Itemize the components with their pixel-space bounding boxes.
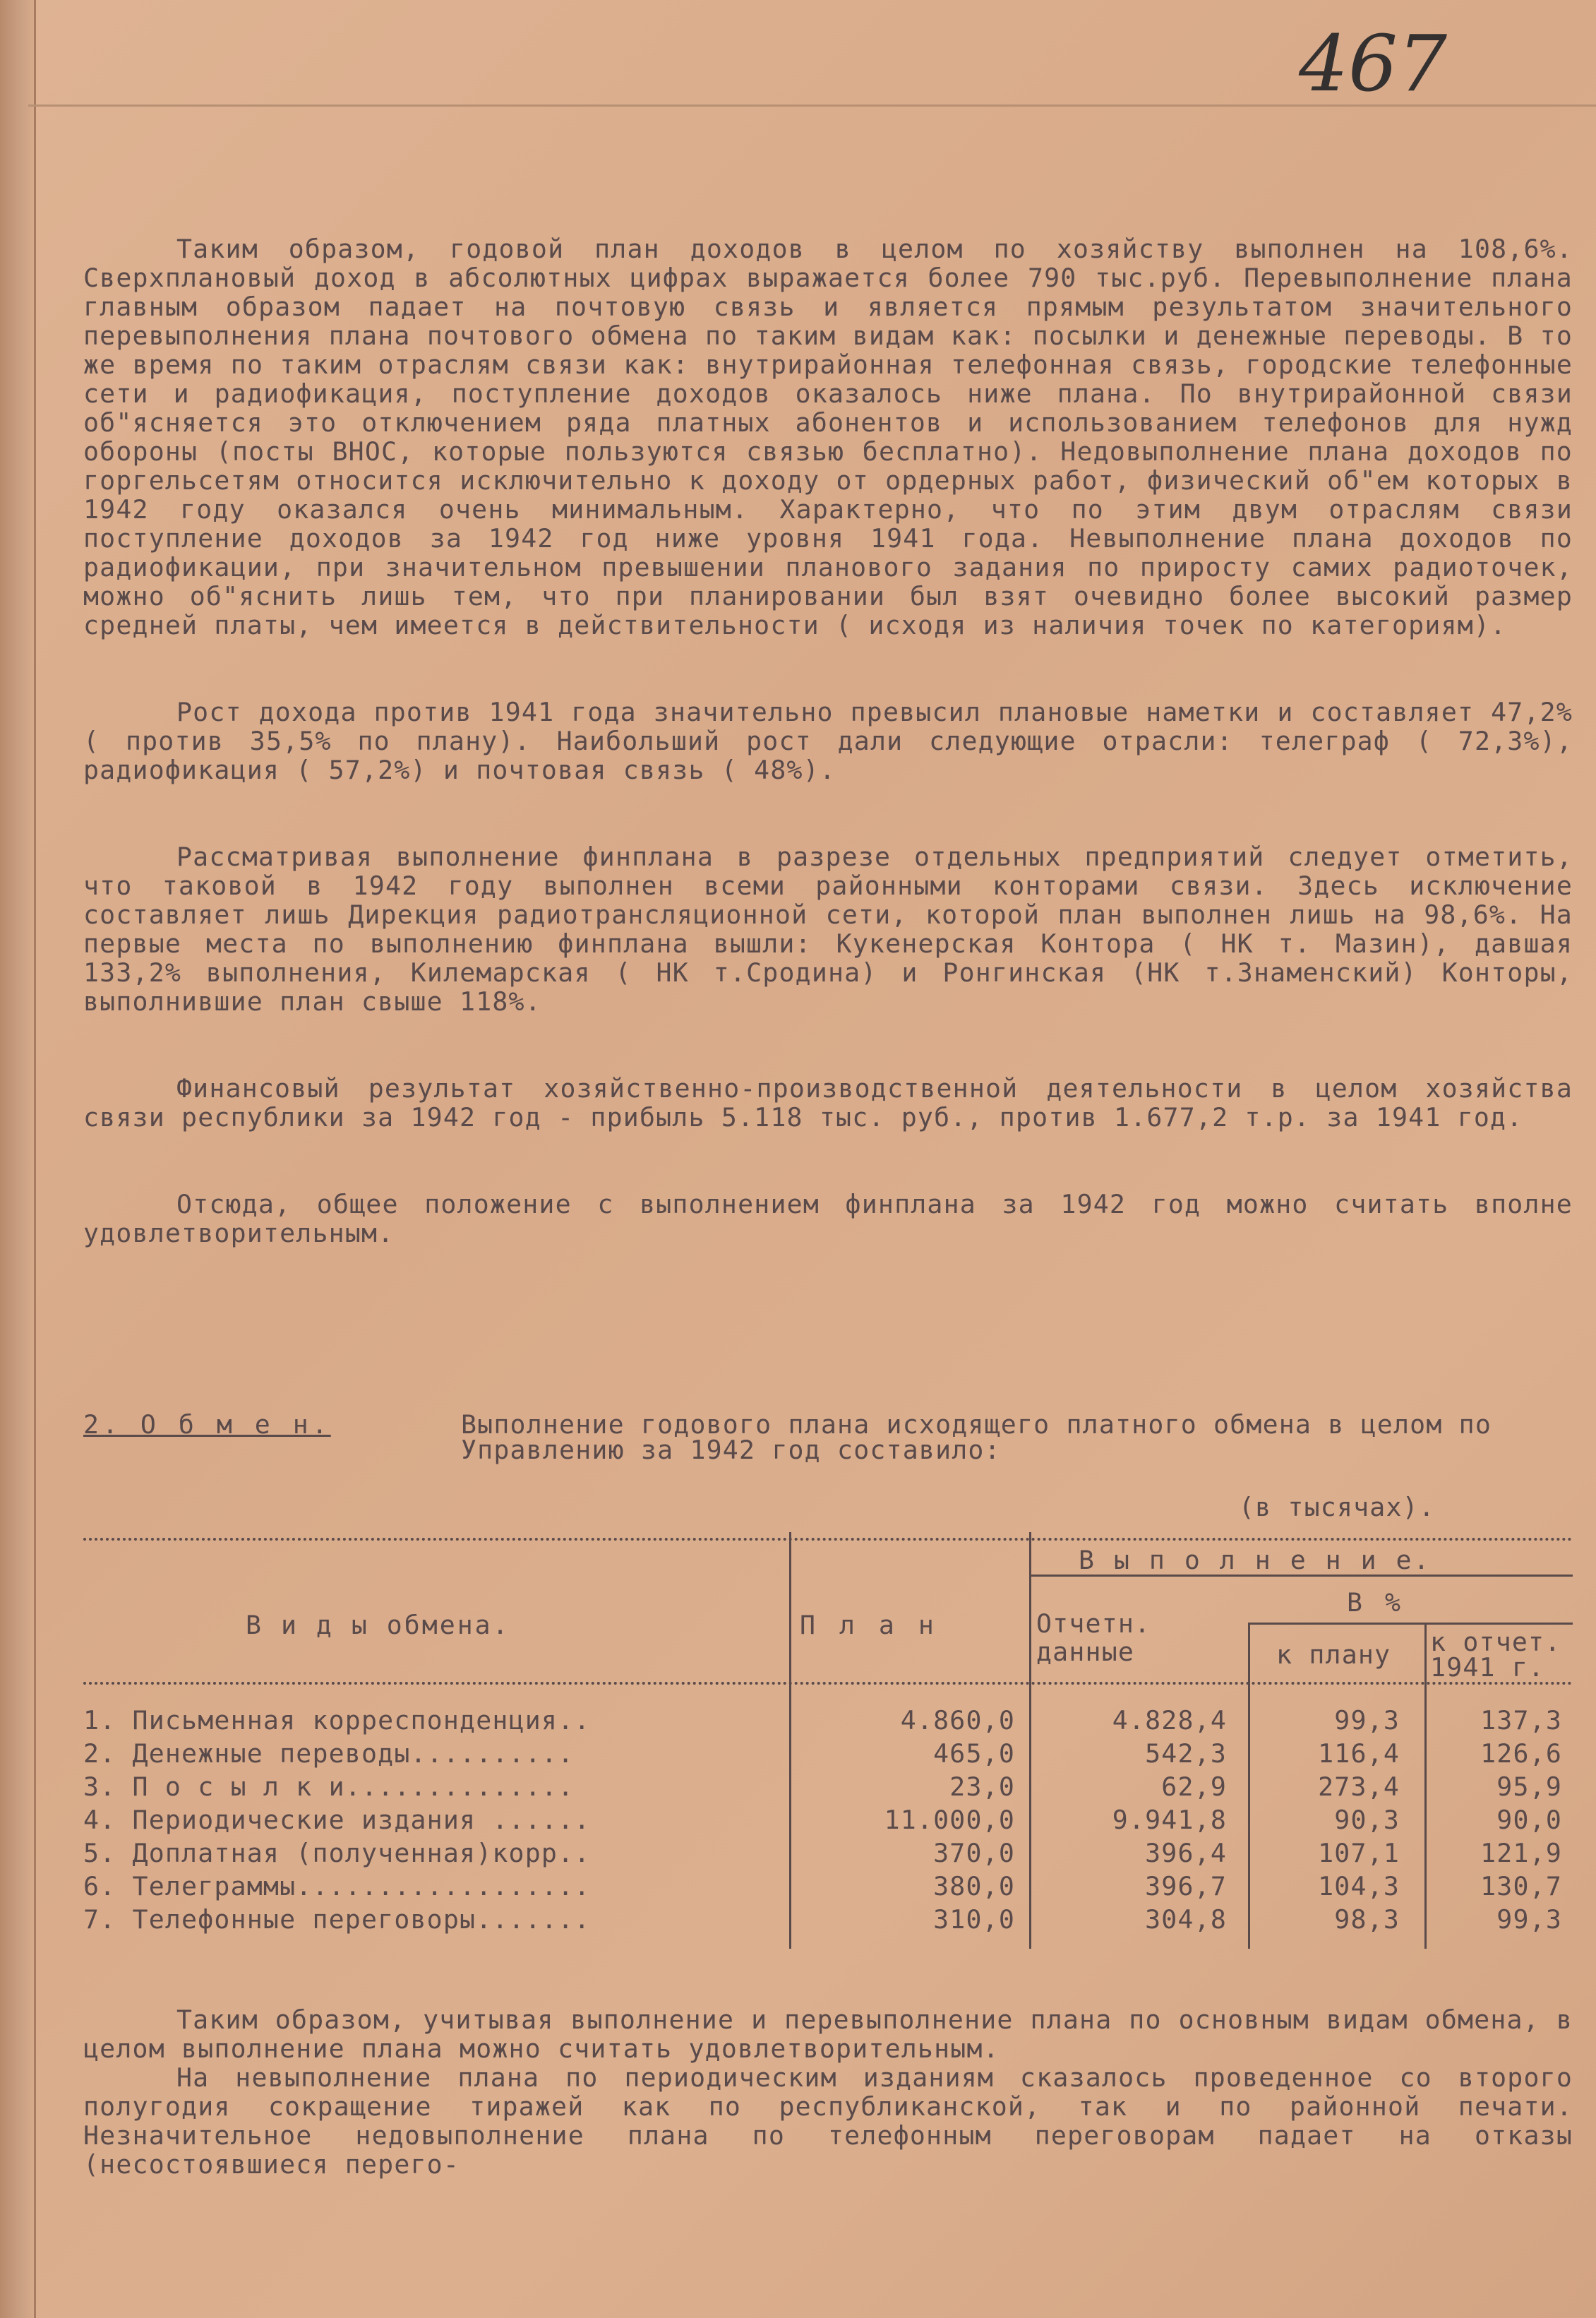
row-plan: 465,0 <box>933 1738 1015 1769</box>
row-to-plan: 99,3 <box>1334 1705 1400 1735</box>
header-to-plan: к плану <box>1276 1639 1391 1670</box>
row-name: 7. Телефонные переговоры....... <box>83 1904 591 1935</box>
paragraph-4: Финансовый результат хозяйственно-производственной деятельности в целом хозяйства связи республики за 1942 год - прибыль 5.118 тыс. руб., против 1.677,2 т.р. за 1941 год. <box>83 1073 1590 1133</box>
row-reported: 542,3 <box>1145 1738 1227 1769</box>
row-reported: 396,4 <box>1145 1838 1227 1868</box>
row-to-plan: 107,1 <box>1318 1838 1400 1868</box>
row-name: 6. Телеграммы.................. <box>83 1871 591 1901</box>
row-to-report: 121,9 <box>1480 1838 1562 1868</box>
row-to-report: 99,3 <box>1496 1904 1562 1935</box>
row-name: 5. Доплатная (полученная)корр.. <box>83 1838 591 1868</box>
paragraph-3: Рассматривая выполнение финплана в разрезе отдельных предприятий следует отметить, что таковой в 1942 году выполнен всеми районными конторами связи. Здесь исключение составляет лишь Дирекция радиотрансляционной сети, которой план выполнен лишь на 98,6%. На первые места по выполнению финплана вышли: Кукенерская Контора ( НК т. Мазин), давшая 133,2% выполнения, Килемарская ( НК т.Сродина) и Ронгинская (НК т.Знаменский) Конторы, выполнившие план свыше 118%. <box>83 842 1590 1017</box>
row-name: 1. Письменная корреспонденция.. <box>83 1705 591 1735</box>
table-header-rule <box>83 1682 1573 1685</box>
folio-number: 467 <box>1299 18 1447 109</box>
row-to-plan: 116,4 <box>1318 1738 1400 1769</box>
row-name: 4. Периодические издания ...... <box>83 1805 591 1835</box>
header-plan: П л а н <box>800 1610 938 1640</box>
row-to-plan: 98,3 <box>1334 1904 1400 1935</box>
row-plan: 11.000,0 <box>884 1805 1015 1835</box>
section-title: 2. О б м е н. <box>83 1409 331 1440</box>
header-execution: В ы п о л н е н и е. <box>1079 1545 1432 1575</box>
row-to-plan: 104,3 <box>1318 1871 1400 1901</box>
row-plan: 370,0 <box>933 1838 1015 1868</box>
row-to-report: 95,9 <box>1496 1772 1562 1802</box>
table-top-rule <box>83 1538 1573 1541</box>
header-reported: Отчетн. данные <box>1036 1608 1151 1667</box>
row-to-report: 90,0 <box>1496 1805 1562 1835</box>
section-intro: Выполнение годового плана исходящего платного обмена в целом по Управлению за 1942 год составило: <box>461 1409 1492 1465</box>
main-text <box>83 177 1590 1306</box>
row-plan: 4.860,0 <box>900 1705 1015 1735</box>
unit-note: (в тысячах). <box>1238 1492 1435 1522</box>
paragraph-2: Рост дохода против 1941 года значительно превысил плановые наметки и составляет 47,2% ( против 35,5% по плану). Наибольший рост дали следующие отрасли: телеграф ( 72,3%), радиофикация ( 57,2%) и почтовая связь ( 48%). <box>83 697 1590 785</box>
row-to-report: 126,6 <box>1480 1738 1562 1769</box>
row-reported: 396,7 <box>1145 1871 1227 1901</box>
section-exchange <box>83 1409 1573 1465</box>
row-plan: 380,0 <box>933 1871 1015 1901</box>
header-kind: В и д ы обмена. <box>246 1610 510 1640</box>
row-reported: 62,9 <box>1161 1772 1227 1802</box>
header-to-report: к отчет. 1941 г. <box>1430 1627 1561 1683</box>
row-to-plan: 90,3 <box>1334 1805 1400 1835</box>
row-plan: 310,0 <box>933 1904 1015 1935</box>
after-table-text <box>83 2005 1573 2179</box>
row-reported: 4.828,4 <box>1112 1705 1227 1735</box>
row-reported: 304,8 <box>1145 1904 1227 1935</box>
percent-rule <box>1248 1623 1573 1625</box>
paragraph-1: Таким образом, годовой план доходов в целом по хозяйству выполнен на 108,6%. Сверхплановый доход в абсолютных цифрах выражается более 790 тыс.руб. Перевыполнение плана главным образом падает на почтовую связь и является прямым результатом значительного перевыполнения плана почтового обмена по таким видам как: посылки и денежные переводы. В то же время по таким отраслям связи как: внутрирайонная телефонная связь, городские телефонные сети и радиофикация, поступление доходов оказалось ниже плана. По внутрирайонной связи об"ясняется это отключением ряда платных абонентов и использованием телефонов для нужд обороны (посты ВНОС, которые пользуются связью бесплатно). Недовыполнение плана доходов по горгельсетям относится исключительно к доходу от ордерных работ, физический об"ем которых в 1942 году оказался очень минимальным. Характерно, что по этим двум отраслям связи поступление доходов за 1942 год ниже уровня 1941 года. Невыполнение плана доходов по радиофикации, при значительном превышении планового задания по приросту самих радиоточек, можно об"яснить лишь тем, что при планировании был взят очевидно более высокий размер средней платы, чем имеется в действительности ( исходя из наличия точек по категориям). <box>83 234 1590 640</box>
header-percent: В % <box>1347 1587 1404 1618</box>
row-to-report: 137,3 <box>1480 1705 1562 1735</box>
row-name: 2. Денежные переводы.......... <box>83 1738 575 1769</box>
paragraph-after-1: Таким образом, учитывая выполнение и перевыполнение плана по основным видам обмена, в целом выполнение плана можно считать удовлетворительным. <box>83 2005 1573 2064</box>
page-edge <box>0 0 36 2318</box>
row-reported: 9.941,8 <box>1112 1805 1227 1835</box>
exchange-table <box>83 1532 1573 1949</box>
row-plan: 23,0 <box>949 1772 1015 1802</box>
paragraph-after-2: На невыполнение плана по периодическим изданиям сказалось проведенное со второго полугодия сокращение тиражей как по республиканской, так и по районной печати. Незначительное недовыполнение плана по телефонным переговорам падает на отказы (несостоявшиеся перего- <box>83 2062 1573 2180</box>
row-name: 3. П о с ы л к и.............. <box>83 1772 575 1802</box>
row-to-plan: 273,4 <box>1318 1772 1400 1802</box>
row-to-report: 130,7 <box>1480 1871 1562 1901</box>
paragraph-5: Отсюда, общее положение с выполнением финплана за 1942 год можно считать вполне удовлетворительным. <box>83 1189 1590 1248</box>
